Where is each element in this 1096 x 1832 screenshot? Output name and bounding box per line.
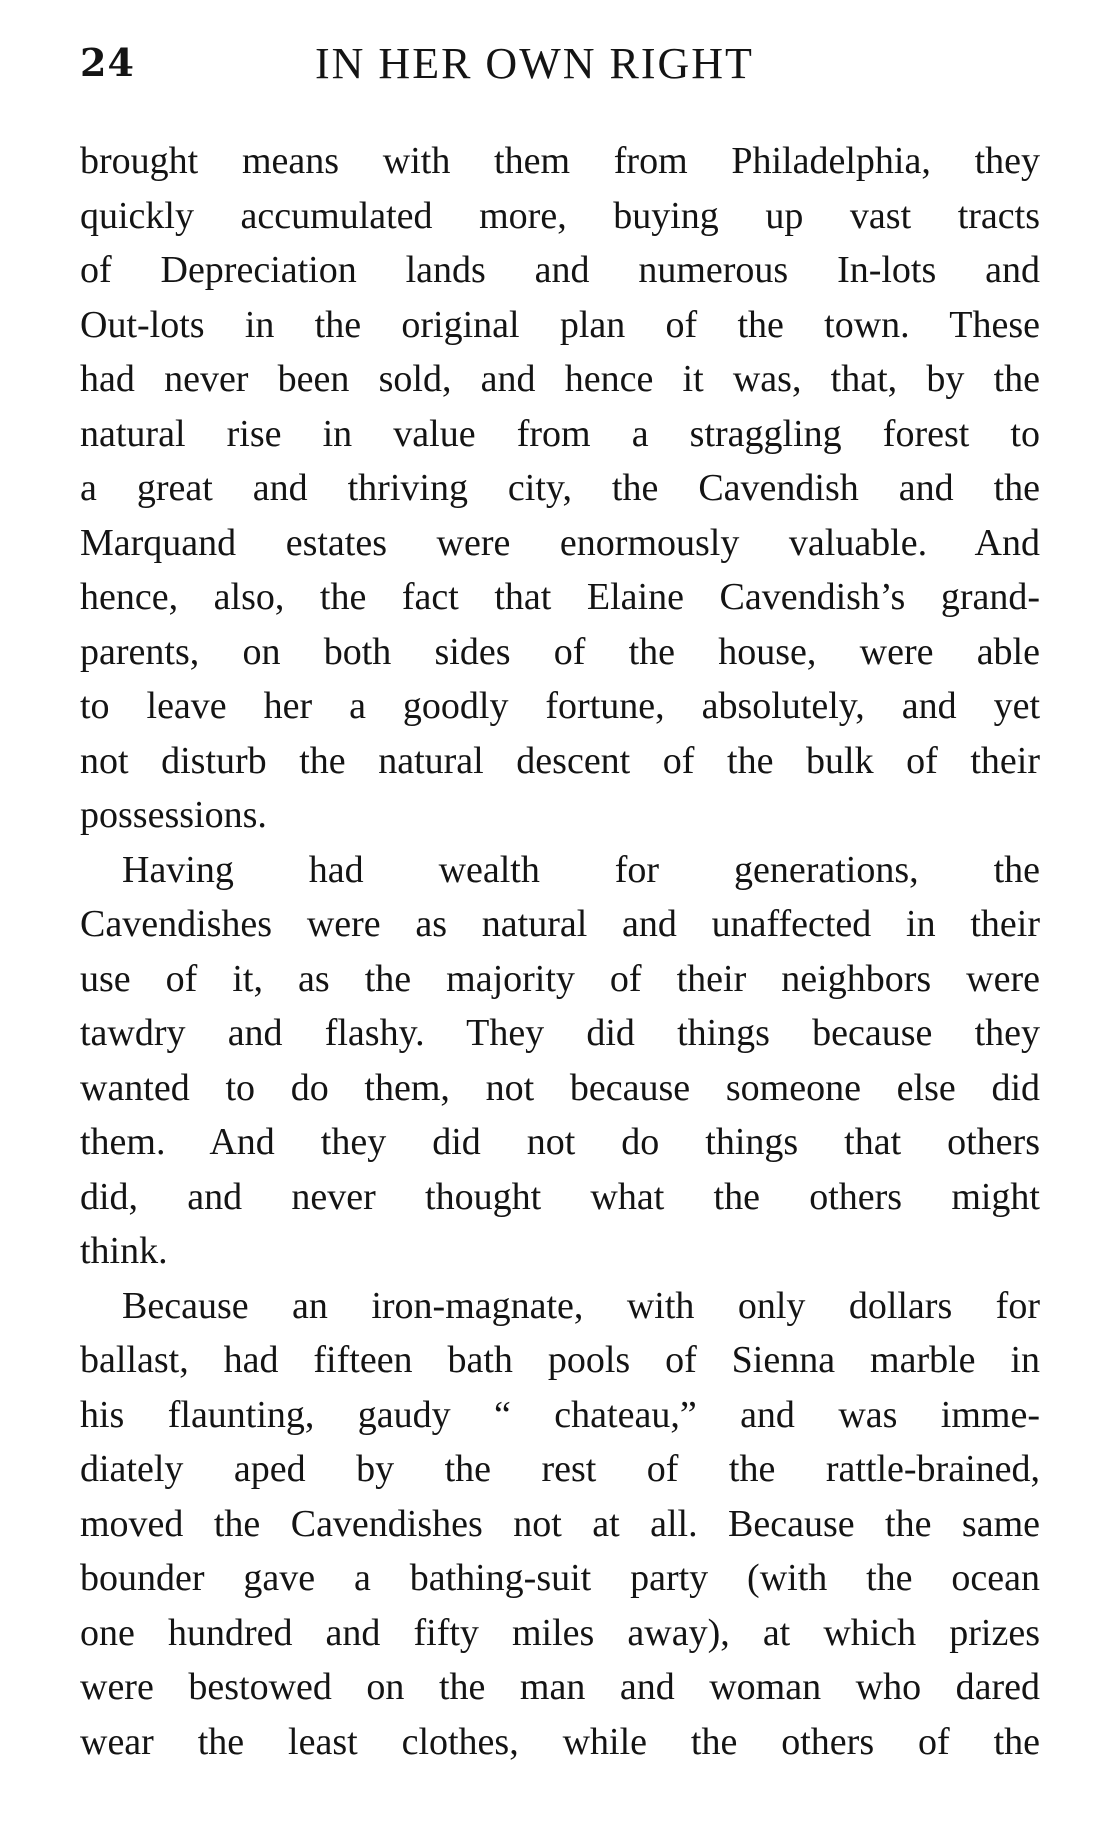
body-text bbox=[80, 134, 1040, 1769]
page-number: 24 bbox=[80, 40, 135, 85]
text-line: quickly accumulated more, buying up vast tracts bbox=[80, 194, 1040, 237]
text-line: did, and never thought what the others might bbox=[80, 1175, 1040, 1218]
paragraph-2 bbox=[80, 843, 1040, 1279]
text-line: had never been sold, and hence it was, that, by the bbox=[80, 358, 1040, 400]
paragraph-3 bbox=[80, 1279, 1040, 1770]
text-line: Marquand estates were enormously valuable. And bbox=[80, 521, 1040, 564]
text-line: brought means with them from Philadelphia, they bbox=[80, 140, 1040, 182]
paragraph-1 bbox=[80, 134, 1040, 843]
text-line: think. bbox=[80, 1230, 168, 1272]
text-line: use of it, as the majority of their neighbors were bbox=[80, 957, 1040, 1000]
text-line: of Depreciation lands and numerous In-lots and bbox=[80, 249, 1040, 291]
text-line: to leave her a goodly fortune, absolutely, and yet bbox=[80, 685, 1040, 727]
text-line: possessions. bbox=[80, 794, 267, 836]
text-line: were bestowed on the man and woman who dared bbox=[80, 1666, 1040, 1708]
text-line: ballast, had fifteen bath pools of Sienna marble in bbox=[80, 1339, 1040, 1381]
text-line: Out-lots in the original plan of the town. These bbox=[80, 303, 1040, 346]
text-line: wanted to do them, not because someone else did bbox=[80, 1066, 1040, 1109]
text-line: moved the Cavendishes not at all. Because the same bbox=[80, 1502, 1040, 1545]
text-line: them. And they did not do things that others bbox=[80, 1121, 1040, 1163]
text-line: not disturb the natural descent of the bulk of their bbox=[80, 739, 1040, 782]
text-line: parents, on both sides of the house, were able bbox=[80, 630, 1040, 673]
text-line: Cavendishes were as natural and unaffected in their bbox=[80, 903, 1040, 945]
text-line: diately aped by the rest of the rattle-brained, bbox=[80, 1448, 1040, 1490]
text-line: tawdry and flashy. They did things because they bbox=[80, 1012, 1040, 1054]
page-header bbox=[80, 34, 1040, 104]
running-title: IN HER OWN RIGHT bbox=[315, 39, 754, 88]
text-line: hence, also, the fact that Elaine Cavendish’s grand- bbox=[80, 576, 1040, 618]
text-line: one hundred and fifty miles away), at which prizes bbox=[80, 1611, 1040, 1654]
text-line: a great and thriving city, the Cavendish and the bbox=[80, 467, 1040, 509]
text-line: natural rise in value from a straggling forest to bbox=[80, 412, 1040, 455]
text-line: wear the least clothes, while the others of the bbox=[80, 1720, 1040, 1763]
text-line: his flaunting, gaudy “ chateau,” and was imme- bbox=[80, 1393, 1040, 1436]
text-line: Having had wealth for generations, the bbox=[122, 848, 1040, 891]
text-line: bounder gave a bathing-suit party (with the ocean bbox=[80, 1557, 1040, 1599]
text-line: Because an iron-magnate, with only dollars for bbox=[122, 1284, 1040, 1327]
